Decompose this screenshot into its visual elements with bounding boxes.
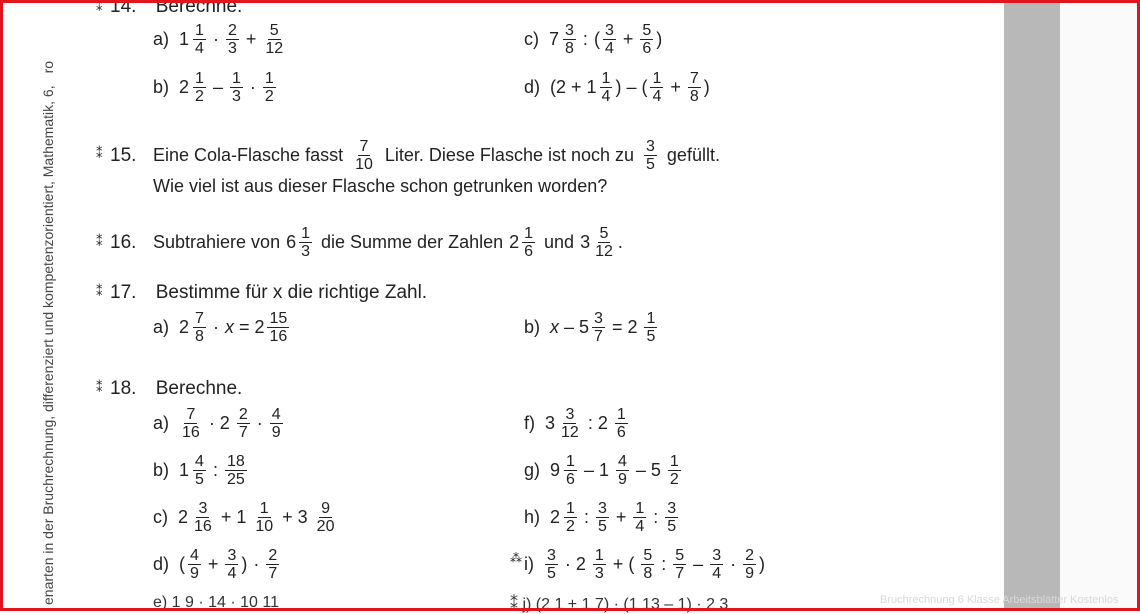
source-text: enarten in der Bruchrechnung, differenziert und kompetenzorientiert, Mathematik, 6, xyxy=(40,85,56,605)
difficulty-three-star-icon: ⁂ xyxy=(510,551,522,565)
text-segment: und xyxy=(544,232,575,252)
task-18-g: g) 9 $\frac{1}{6}$ – 1 $\frac{4}{9}$ – 5 $\frac{1}{2}$ xyxy=(524,453,679,488)
task-18-h: h) 2 $\frac{1}{2}$ : $\frac{3}{5}$ + $\frac{1}{4}$ : $\frac{3}{5}$ xyxy=(524,500,677,535)
text-segment: Eine Cola-Flasche fasst xyxy=(153,145,344,165)
task-18-a: a) $\frac{7}{16}$ · 2 $\frac{2}{7}$ · $\frac{4}{9}$ xyxy=(153,406,281,441)
item-label: a) xyxy=(153,413,170,433)
text-segment: Liter. Diese Flasche ist noch zu xyxy=(384,145,635,165)
task-18-c: c) 2 $\frac{3}{16}$ + 1 $\frac{1}{10}$ + 3 $\frac{9}{20}$ xyxy=(153,500,335,535)
task-18-heading xyxy=(110,378,242,400)
task-18-b: b) 1 $\frac{4}{5}$ : $\frac{18}{25}$ xyxy=(153,453,245,488)
task-14-b: b) 2 $\frac{1}{2}$ – $\frac{1}{3}$ · $\frac{1}{2}$ xyxy=(153,70,274,105)
task-14-heading xyxy=(110,0,242,18)
item-label: d) xyxy=(524,77,541,97)
task-17-heading xyxy=(110,282,427,304)
task-14-d: d) (2 + 1 $\frac{1}{4}$ ) – ( $\frac{1}{4}$ + $\frac{7}{8}$ ) xyxy=(524,70,710,105)
task-18-d: d) ( $\frac{4}{9}$ + $\frac{3}{4}$ ) · $\frac{2}{7}$ xyxy=(153,547,278,582)
task-number: 14. xyxy=(110,0,137,17)
source-suffix: ro xyxy=(40,60,56,74)
task-title: Berechne. xyxy=(155,378,243,399)
difficulty-star-icon: ⁑ xyxy=(96,0,103,14)
text-segment: die Summe der Zahlen xyxy=(321,232,504,252)
text-segment: gefüllt. xyxy=(666,145,720,165)
item-label: d) xyxy=(153,554,170,574)
item-label: f) xyxy=(524,413,535,433)
task-16-number: 16. xyxy=(110,232,137,253)
item-label: a) xyxy=(153,317,170,337)
text-segment: Subtrahiere von xyxy=(153,232,281,252)
task-16-text: Subtrahiere von 6 $\frac{1}{3}$ die Summe der Zahlen 2 $\frac{1}{6}$ und 3 $\frac{5}{12}$ . xyxy=(153,225,623,260)
task-18-j-cutoff: ⁑ j) (2 1 + 1 7) · (1 13 – 1) · 2 3 xyxy=(510,596,729,613)
right-margin xyxy=(1060,0,1137,611)
item-label: b) xyxy=(153,77,170,97)
task-18-f: f) 3 $\frac{3}{12}$ : 2 $\frac{1}{6}$ xyxy=(524,406,626,441)
task-17-b: b) x – 5 $\frac{3}{7}$ = 2 $\frac{1}{5}$ xyxy=(524,310,656,345)
task-number: 17. xyxy=(110,282,137,303)
difficulty-star-icon: ⁑ xyxy=(96,380,103,395)
task-17-a: a) 2 $\frac{7}{8}$ · x = 2 $\frac{15}{16}$ xyxy=(153,310,288,345)
item-label: i) xyxy=(524,554,534,574)
difficulty-star-icon: ⁑ xyxy=(96,146,103,161)
task-18-i: i) $\frac{3}{5}$ · 2 $\frac{1}{3}$ + ( $\frac{5}{8}$ : $\frac{5}{7}$ – $\frac{3}{4}$ · $\frac{2}{9}$ ) xyxy=(524,547,765,582)
item-label: c) xyxy=(153,507,168,527)
difficulty-star-icon: ⁑ xyxy=(96,284,103,299)
item-label: b) xyxy=(524,317,541,337)
task-number: 18. xyxy=(110,378,137,399)
item-label: b) xyxy=(153,460,170,480)
vertical-source-note xyxy=(40,61,56,605)
task-18-e-cutoff: e) 1 9 · 14 · 10 11 xyxy=(153,594,279,611)
task-15-line2: Wie viel ist aus dieser Flasche schon getrunken worden? xyxy=(153,176,608,196)
difficulty-star-icon: ⁑ xyxy=(96,234,103,249)
task-15-number: 15. xyxy=(110,145,137,166)
item-label: a) xyxy=(153,29,170,49)
item-label: c) xyxy=(524,29,539,49)
task-14-a: a) 1 $\frac{1}{4}$ · $\frac{2}{3}$ + $\frac{5}{12}$ xyxy=(153,22,284,57)
task-title: Berechne. xyxy=(155,0,243,17)
task-15-line1: Eine Cola-Flasche fasst $\frac{7}{10}$ Liter. Diese Flasche ist noch zu $\frac{3}{5}$ gefüllt. xyxy=(153,138,720,173)
task-title: Bestimme für x die richtige Zahl. xyxy=(155,282,428,303)
page-gutter xyxy=(1004,0,1060,611)
task-14-c: c) 7 $\frac{3}{8}$ : ( $\frac{3}{4}$ + $\frac{5}{6}$ ) xyxy=(524,22,663,57)
item-label: h) xyxy=(524,507,541,527)
watermark-text: Bruchrechnung 6 Klasse Arbeitsblätter Kostenlos xyxy=(880,594,1119,606)
item-label: g) xyxy=(524,460,541,480)
